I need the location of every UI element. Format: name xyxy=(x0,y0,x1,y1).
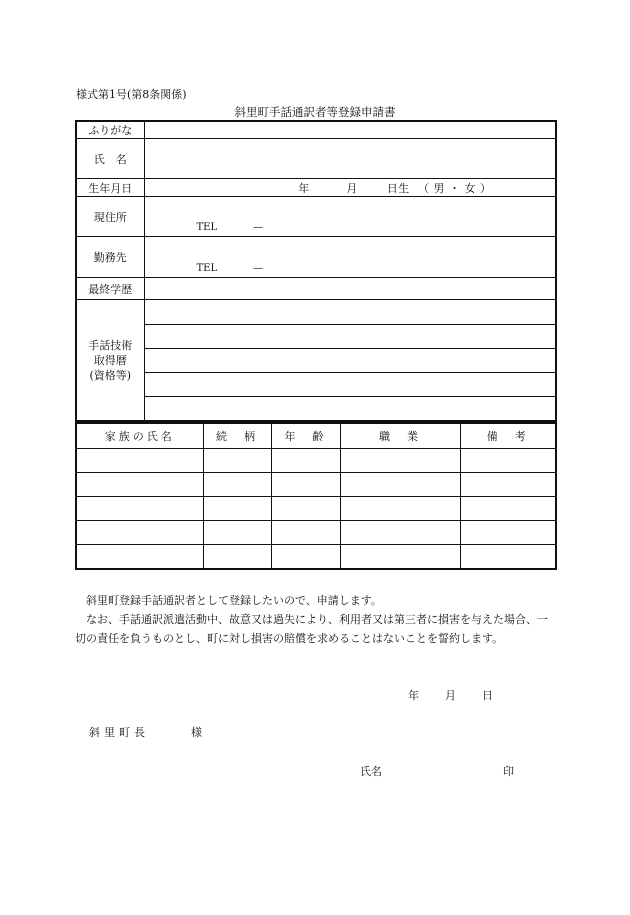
application-date[interactable] xyxy=(408,687,519,703)
seal-label: 印 xyxy=(503,765,514,778)
table-row xyxy=(76,497,556,521)
form-number: 様式第1号(第8条関係) xyxy=(76,88,187,101)
dob-day: 日生 xyxy=(386,181,410,195)
furigana-field[interactable] xyxy=(144,121,556,139)
name-label: 氏 名 xyxy=(76,139,144,179)
workplace-label: 勤務先 xyxy=(76,237,144,278)
workplace-tel: TEL — xyxy=(196,263,264,274)
applicant-name-label: 氏名 xyxy=(360,765,382,778)
mayor-title: 斜里町長 xyxy=(89,726,149,739)
date-day: 日 xyxy=(482,689,493,702)
table-row xyxy=(76,473,556,497)
application-table xyxy=(75,120,557,422)
dob-month: 月 xyxy=(346,181,358,195)
date-year: 年 xyxy=(408,689,419,702)
remarks-header: 備 考 xyxy=(460,423,556,449)
table-row xyxy=(76,449,556,473)
table-row xyxy=(76,521,556,545)
furigana-label: ふりがな xyxy=(76,121,144,139)
dob-year: 年 xyxy=(298,181,310,195)
birthdate-field[interactable] xyxy=(144,179,556,197)
family-table xyxy=(75,422,557,570)
sign-skill-label: 手話技術 取得暦 (資格等) xyxy=(76,300,144,422)
sign-skill-field[interactable] xyxy=(144,300,556,422)
date-month: 月 xyxy=(445,689,456,702)
workplace-field[interactable] xyxy=(144,237,556,278)
education-field[interactable] xyxy=(144,278,556,300)
address-tel: TEL — xyxy=(196,222,264,233)
relation-header: 続 柄 xyxy=(203,423,271,449)
declaration-paragraph-2: なお、手話通訳派遣活動中、故意又は過失により、利用者又は第三者に損害を与えた場合、一切の責任を負うものとし、町に対し損害の賠償を求めることはないことを誓約します。 xyxy=(75,613,548,645)
form-title: 斜里町手話通訳者等登録申請書 xyxy=(234,105,396,119)
occupation-header: 職 業 xyxy=(340,423,460,449)
age-header: 年 齢 xyxy=(271,423,340,449)
table-row xyxy=(76,545,556,570)
family-name-header: 家族の氏名 xyxy=(76,423,203,449)
gender-choice[interactable]: （ 男 ・ 女 ） xyxy=(418,181,492,195)
address-label: 現住所 xyxy=(76,197,144,237)
education-label: 最終学歴 xyxy=(76,278,144,300)
birthdate-label: 生年月日 xyxy=(76,179,144,197)
declaration-paragraph-1: 斜里町登録手話通訳者として登録したいので、申請します。 xyxy=(86,594,382,607)
address-field[interactable] xyxy=(144,197,556,237)
name-field[interactable] xyxy=(144,139,556,179)
addressee xyxy=(89,724,206,740)
honorific: 様 xyxy=(191,726,206,739)
